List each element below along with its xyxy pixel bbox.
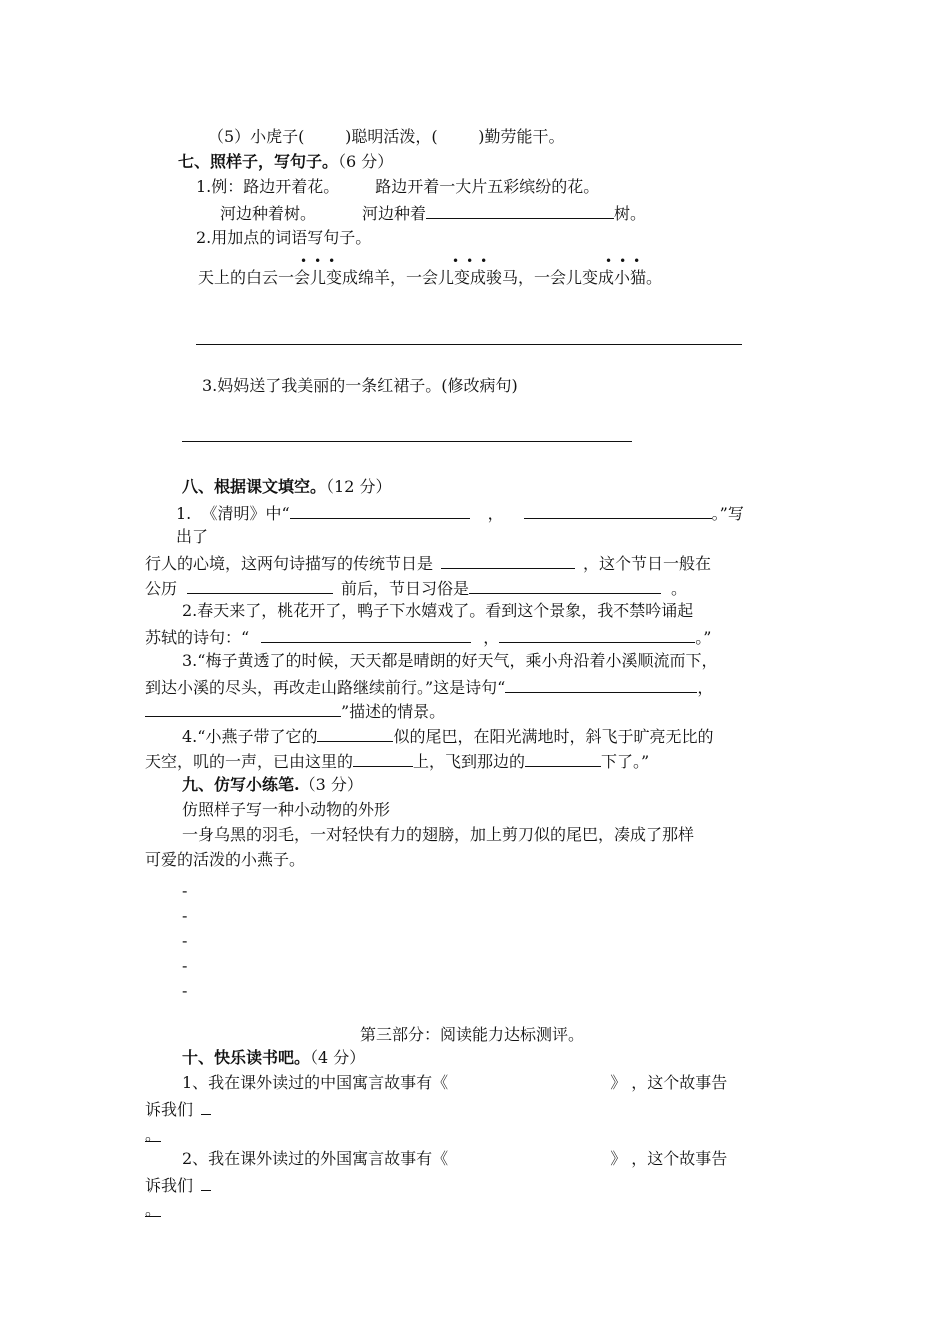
s9-title: 九、仿写小练笔. <box>182 775 300 794</box>
blank-here[interactable] <box>353 750 413 767</box>
s8-q2-b3: 。” <box>695 628 712 647</box>
s8-q1-end: 。”写 <box>711 504 744 523</box>
s10-q2-close: 》 ，这个故事告 <box>610 1149 728 1168</box>
s7-heading <box>178 152 393 172</box>
s10-q2-open: 2、我在课外读过的外国寓言故事有《 <box>182 1149 449 1168</box>
s9-instruction: 仿照样子写一种小动物的外形 <box>182 800 391 819</box>
s8-q1-a <box>176 502 744 524</box>
s10-heading <box>182 1048 365 1068</box>
blank-there[interactable] <box>525 750 601 767</box>
emphasis-dots-3: ••• <box>605 254 648 268</box>
s9-heading <box>182 775 363 795</box>
s10-q2-b-text: 诉我们 <box>145 1176 194 1195</box>
s8-q1-b: 出了 <box>176 527 209 546</box>
s7-q2-title: 2.用加点的词语写句子。 <box>196 228 372 247</box>
s8-q3-a: 3.“梅子黄透了的时候，天天都是晴朗的好天气，乘小舟沿着小溪顺流而下， <box>182 651 718 670</box>
s7-q1-b: 路边开着一大片五彩缤纷的花。 <box>375 177 600 196</box>
blank-customs[interactable] <box>469 577 661 594</box>
s8-title: 八、根据课文填空。 <box>182 477 327 496</box>
s8-q4-a <box>182 725 713 747</box>
s8-q4-b3: 下了。” <box>601 752 650 771</box>
period-2: 。 <box>145 1200 162 1219</box>
answer-line-dash-3[interactable]: - <box>182 931 188 950</box>
blank-festival[interactable] <box>441 552 575 569</box>
part3-heading: 第三部分：阅读能力达标测评。 <box>360 1025 585 1044</box>
s8-q1-d2: 前后，节日习俗是 <box>341 579 470 598</box>
answer-line-dash-1[interactable]: - <box>182 881 188 900</box>
s8-q2-a: 2.春天来了，桃花开了，鸭子下水嬉戏了。看到这个景象，我不禁吟诵起 <box>182 601 694 620</box>
s8-score: （12 分） <box>326 477 392 496</box>
s8-q3-b <box>145 676 713 698</box>
s7-q1-d1: 河边种着 <box>362 204 427 223</box>
blank-lesson-1[interactable] <box>201 1098 211 1115</box>
s8-q4-a1: 4.“小燕子带了它的 <box>182 727 318 746</box>
s10-q1-b-text: 诉我们 <box>145 1100 194 1119</box>
s8-q1-c2: ，这个节日一般在 <box>583 554 712 573</box>
blank-qingming-2[interactable] <box>524 502 712 519</box>
s8-q1-d <box>145 577 687 599</box>
s10-q1-period <box>145 1125 161 1145</box>
blank-sushi-2[interactable] <box>499 626 695 643</box>
s7-q2-text: 天上的白云一会儿变成绵羊，一会儿变成骏马，一会儿变成小猫。 <box>198 268 663 287</box>
s10-title: 十、快乐读书吧。 <box>182 1048 311 1067</box>
s7-title: 七、照样子，写句子。 <box>178 152 339 171</box>
blank-lesson-2[interactable] <box>201 1174 211 1191</box>
s10-q2-b <box>145 1174 211 1196</box>
s8-q3-c <box>145 700 445 722</box>
s7-q1-task <box>220 202 646 224</box>
s8-q1-open: 1. 《清明》中“ <box>176 504 290 523</box>
blank-qingming-1[interactable] <box>290 502 470 519</box>
answer-line-dash-5[interactable]: - <box>182 981 188 1000</box>
s10-q1-open: 1、我在课外读过的中国寓言故事有《 <box>182 1073 449 1092</box>
s8-heading <box>182 477 391 497</box>
s9-example-a: 一身乌黑的羽毛，一对轻快有力的翅膀，加上剪刀似的尾巴，凑成了那样 <box>182 825 695 844</box>
answer-line-dash-4[interactable]: - <box>182 956 188 975</box>
s7-q1-c: 河边种着树。 <box>220 204 317 223</box>
s10-q1-close: 》 ，这个故事告 <box>610 1073 728 1092</box>
s8-q1-d3: 。 <box>671 579 688 598</box>
s7-q1-d2: 树。 <box>614 204 647 223</box>
answer-line-dash-2[interactable]: - <box>182 906 188 925</box>
s10-q2-a <box>182 1149 727 1169</box>
answer-line-s7-q2[interactable] <box>196 344 742 345</box>
s9-example-b: 可爱的活泼的小燕子。 <box>145 850 306 869</box>
period-1: 。 <box>145 1125 162 1144</box>
s10-q1-b <box>145 1098 211 1120</box>
s10-q1-a <box>182 1073 727 1093</box>
blank-poem-2[interactable] <box>145 700 341 717</box>
s8-q4-b1: 天空，叽的一声，已由这里的 <box>145 752 354 771</box>
s7-score: （6 分） <box>338 152 394 171</box>
s8-q4-b2: 上，飞到那边的 <box>413 752 526 771</box>
blank-trees[interactable] <box>426 202 614 219</box>
s7-q1-example <box>196 177 599 197</box>
s10-q2-period <box>145 1200 161 1220</box>
s8-q1-comma: ， <box>487 504 504 523</box>
s8-q2-b2: ， <box>483 628 500 647</box>
blank-sushi-1[interactable] <box>261 626 471 643</box>
s8-q3-b1: 到达小溪的尽头，再改走山路继续前行。”这是诗句“ <box>145 678 506 697</box>
s10-score: （4 分） <box>310 1048 366 1067</box>
blank-poem-1[interactable] <box>505 676 697 693</box>
s8-q4-a2: 似的尾巴，在阳光满地时，斜飞于旷亮无比的 <box>393 727 714 746</box>
s7-q1-a: 1.例：路边开着花。 <box>196 177 340 196</box>
answer-line-s7-q3[interactable] <box>182 441 632 442</box>
s8-q3-c-text: ”描述的情景。 <box>341 702 446 721</box>
emphasis-dots-1: ••• <box>300 254 343 268</box>
s8-q1-c <box>145 552 711 574</box>
s7-q3: 3.妈妈送了我美丽的一条红裙子。(修改病句) <box>202 376 518 395</box>
s8-q2-b1: 苏轼的诗句：“ <box>145 628 250 647</box>
blank-tail[interactable] <box>317 725 393 742</box>
s6-q5: （5）小虎子( )聪明活泼，( )勤劳能干。 <box>208 127 565 146</box>
s8-q1-d1: 公历 <box>145 579 178 598</box>
s8-q1-c1: 行人的心境，这两句诗描写的传统节日是 <box>145 554 434 573</box>
s8-q2-b <box>145 626 711 648</box>
s8-q3-b2: ， <box>697 678 714 697</box>
emphasis-dots-2: ••• <box>452 254 495 268</box>
blank-date[interactable] <box>187 577 333 594</box>
s8-q4-b <box>145 750 649 772</box>
s9-score: （3 分） <box>299 775 363 794</box>
